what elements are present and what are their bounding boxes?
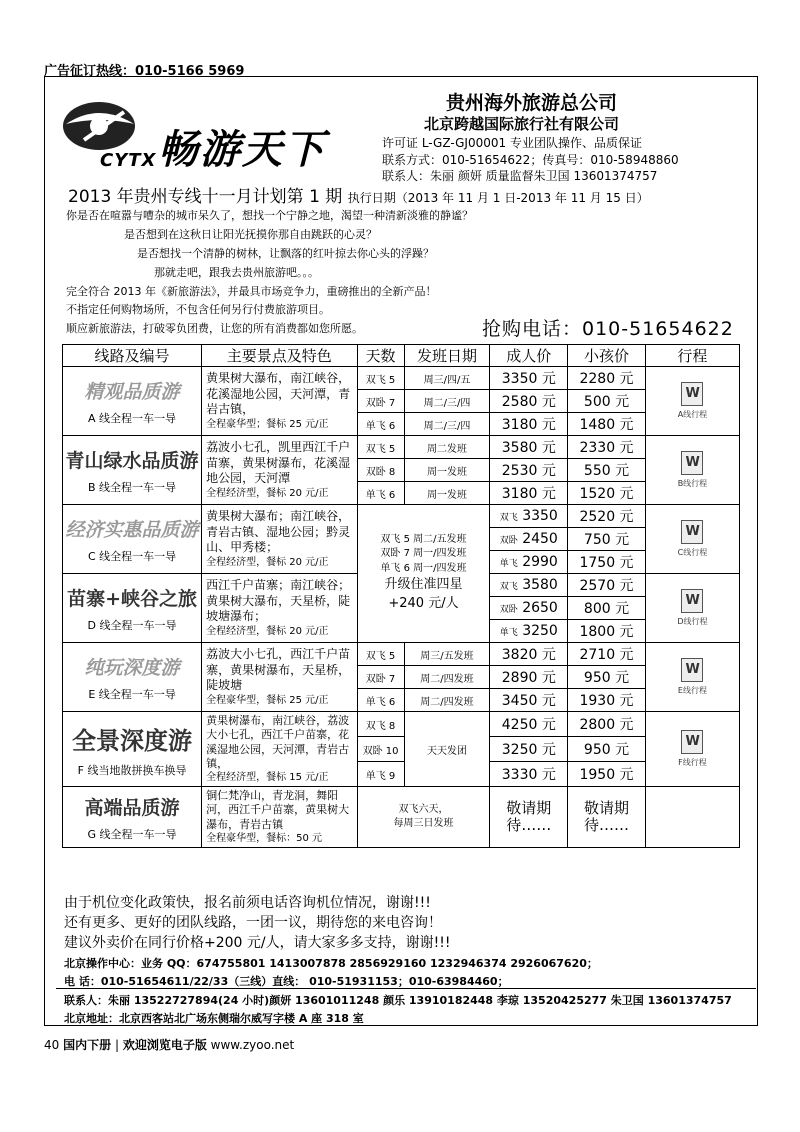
header-adult: 成人价 [490, 345, 568, 367]
exec-date: 执行日期（2013 年 11 月 1 日-2013 年 11 月 15 日） [347, 191, 649, 205]
route-a-spots-text: 黄果树大瀑布，南江峡谷，花溪湿地公园，天河潭，青岩古镇， [206, 371, 351, 417]
route-g-days-dep [357, 787, 490, 848]
route-e-name [63, 643, 202, 712]
route-e-sub: E 线全程一车一导 [88, 687, 176, 701]
header-dep: 发班日期 [404, 345, 490, 367]
route-g-spots-text: 铜仁梵净山，青龙洞，舞阳河，西江千户苗寨，黄果树大瀑布，青岩古镇 [206, 789, 350, 831]
route-b-dep-2: 周一发班 [404, 459, 490, 482]
route-b-name [63, 436, 202, 505]
route-b-child-2: 550 元 [568, 459, 646, 482]
route-b-sub: B 线全程一车一导 [88, 480, 177, 494]
route-b-dep-3: 周一发班 [404, 482, 490, 505]
header-spots: 主要景点及特色 [202, 345, 357, 367]
route-b-days-2: 双卧 8 [357, 459, 404, 482]
route-f-adult-3: 3330 元 [490, 762, 568, 787]
route-c-note: 全程经济型，餐标 20 元/正 [206, 556, 329, 568]
header-child: 小孩价 [568, 345, 646, 367]
route-e-dep-2: 周二/四发班 [404, 666, 490, 689]
table-row [63, 505, 740, 528]
plan-title-text: 2013 年贵州专线十一月计划第 1 期 [68, 187, 343, 207]
route-c-days-2: 双卧 [499, 536, 518, 546]
header-days: 天数 [357, 345, 404, 367]
route-g-spots [202, 787, 357, 848]
route-f-spots [202, 712, 357, 787]
route-f-days-1: 双飞 8 [357, 712, 404, 737]
route-c-adult-3-val: 2990 [522, 554, 558, 570]
route-d-child-1: 2570 元 [568, 574, 646, 597]
route-e-child-3: 1930 元 [568, 689, 646, 712]
route-f-spots-text: 黄果树瀑布，南江峡谷，荔波大小七孔，西江千户苗寨，花溪湿地公园，天河潭，青岩古镇， [206, 714, 350, 770]
route-e-spots [202, 643, 357, 712]
route-c-itin[interactable] [645, 505, 739, 574]
notice-1: 由于机位变化政策快，报名前须电话咨询机位情况，谢谢!!! [64, 895, 431, 911]
contact-phone: 电 话：010-51654611/22/33（三线）直线： 010-51931153；010-63984460； [64, 975, 509, 988]
intro-line-1: 你是否在喧嚣与嘈杂的城市呆久了，想找一个宁静之地，渴望一种清新淡雅的静谧？ [66, 209, 473, 222]
route-e-dep-1: 周三/五发班 [404, 643, 490, 666]
route-a-itin-label: A线行程 [677, 410, 708, 419]
route-f-sub: F 线当地散拼换车换导 [77, 763, 187, 777]
route-c-days-3: 单飞 [499, 559, 518, 569]
routes-table [62, 344, 740, 848]
cd-upgrade-price: +240 元/人 [388, 596, 459, 612]
route-d-days-1: 双飞 [499, 582, 518, 592]
route-e-title: 纯玩深度游 [84, 656, 180, 679]
route-e-child-1: 2710 元 [568, 643, 646, 666]
route-c-adult-1 [490, 505, 568, 528]
route-d-name [63, 574, 202, 643]
cd-dep-2: 双卧 7 周一/四发班 [380, 548, 467, 560]
route-d-adult-2-val: 2650 [522, 600, 558, 616]
route-f-dep: 天天发团 [404, 712, 490, 787]
cd-merged-dep [357, 505, 490, 643]
company-name-2: 北京跨越国际旅行社有限公司 [424, 115, 620, 133]
cd-upgrade: 升级住准四星 [384, 577, 463, 593]
route-c-child-1: 2520 元 [568, 505, 646, 528]
route-b-days-3: 单飞 6 [357, 482, 404, 505]
route-a-days-3: 单飞 6 [357, 413, 404, 436]
table-row [63, 712, 740, 737]
intro-line-5: 完全符合 2013 年《新旅游法》，并最具市场竞争力，重磅推出的全新产品！ [66, 285, 437, 298]
ad-hotline: 广告征订热线：010-5166 5969 [44, 64, 245, 79]
route-e-adult-1: 3820 元 [490, 643, 568, 666]
route-g-dep: 每周三日发班 [393, 818, 454, 830]
route-f-child-3: 1950 元 [568, 762, 646, 787]
header-route: 线路及编号 [63, 345, 202, 367]
route-f-note: 全程经济型，餐标 15 元/正 [206, 772, 329, 784]
route-g-days: 双飞六天， [398, 803, 449, 815]
route-d-adult-1-val: 3580 [522, 577, 558, 593]
route-f-adult-2: 3250 元 [490, 737, 568, 762]
route-a-adult-2: 2580 元 [490, 390, 568, 413]
route-f-child-1: 2800 元 [568, 712, 646, 737]
route-a-dep-2: 周二/三/四 [404, 390, 490, 413]
route-d-days-2: 双卧 [499, 605, 518, 615]
route-b-adult-2: 2530 元 [490, 459, 568, 482]
route-b-child-1: 2330 元 [568, 436, 646, 459]
route-e-adult-2: 2890 元 [490, 666, 568, 689]
route-g-itin [645, 787, 739, 848]
route-a-child-3: 1480 元 [568, 413, 646, 436]
intro-line-7: 顺应新旅游法，打破零负团费，让您的所有消费都如您所愿。 [66, 322, 363, 335]
logo-brand-cn: 畅游天下 [158, 126, 326, 173]
word-doc-icon [681, 730, 703, 754]
route-a-dep-1: 周三/四/五 [404, 367, 490, 390]
route-e-spots-text: 荔波大小七孔，西江千户苗寨，黄果树瀑布，天星桥，陡坡塘 [206, 647, 351, 693]
route-f-itin[interactable] [645, 712, 739, 787]
notice-3: 建议外卖价在同行价格+200 元/人，请大家多多支持，谢谢!!! [64, 935, 451, 951]
contact-line: 联系方式：010-51654622；传真号：010-58948860 [382, 153, 679, 167]
route-e-itin[interactable] [645, 643, 739, 712]
footer-section: 国内下册 [63, 1038, 112, 1052]
route-f-days-3: 单飞 9 [357, 762, 404, 787]
route-e-days-3: 单飞 6 [357, 689, 404, 712]
contact-people: 联系人：朱丽 13522727894(24 小时)颜妍 13601011248 颜乐 13910182448 李琼 13520425277 朱卫国 13601374757 [64, 994, 732, 1007]
route-f-adult-1: 4250 元 [490, 712, 568, 737]
intro-line-6: 不指定任何购物场所，不包含任何另行付费旅游项目。 [66, 303, 330, 316]
route-d-itin[interactable] [645, 574, 739, 643]
table-row [63, 643, 740, 666]
route-g-note: 全程豪华型，餐标：50 元 [206, 833, 322, 845]
divider [56, 988, 756, 989]
route-g-name [63, 787, 202, 848]
word-doc-icon [681, 658, 703, 682]
cd-dep-3: 单飞 6 周一/四发班 [380, 562, 467, 574]
route-f-days-2: 双卧 10 [357, 737, 404, 762]
route-f-itin-label: F线行程 [678, 758, 707, 768]
cd-dep-1: 双飞 5 周二/五发班 [380, 533, 467, 545]
route-d-spots [202, 574, 357, 643]
footer-slogan: 欢迎浏览电子版 [122, 1038, 207, 1052]
route-a-note: 全程豪华型；餐标 25 元/正 [206, 418, 329, 430]
route-g-title: 高端品质游 [84, 796, 180, 819]
route-e-itin-label: E线行程 [677, 686, 707, 695]
route-b-child-3: 1520 元 [568, 482, 646, 505]
route-a-child-1: 2280 元 [568, 367, 646, 390]
route-e-dep-3: 周二/四发班 [404, 689, 490, 712]
table-row [63, 787, 740, 848]
route-d-adult-3-val: 3250 [522, 623, 558, 639]
route-e-note: 全程豪华型，餐标 25 元/正 [206, 694, 329, 706]
route-d-note: 全程经济型，餐标 20 元/正 [206, 625, 329, 637]
header-itin: 行程 [645, 345, 739, 367]
route-d-child-3: 1800 元 [568, 620, 646, 643]
route-e-days-1: 双飞 5 [357, 643, 404, 666]
route-e-adult-3: 3450 元 [490, 689, 568, 712]
route-c-adult-2-val: 2450 [522, 531, 558, 547]
route-e-child-2: 950 元 [568, 666, 646, 689]
word-doc-icon [681, 589, 703, 613]
route-d-title: 苗寨+峡谷之旅 [67, 587, 197, 610]
plan-title [68, 182, 649, 207]
hot-phone: 抢购电话：010-51654622 [482, 318, 734, 340]
company-name-1: 贵州海外旅游总公司 [446, 92, 618, 114]
route-f-child-2: 950 元 [568, 737, 646, 762]
route-c-sub: C 线全程一车一导 [87, 549, 177, 563]
notice-2: 还有更多、更好的团队线路，一团一议，期待您的来电咨询！ [64, 915, 442, 931]
route-b-days-1: 双飞 5 [357, 436, 404, 459]
route-a-spots [202, 367, 357, 436]
route-b-adult-1: 3580 元 [490, 436, 568, 459]
route-d-itin-label: D线行程 [677, 617, 708, 626]
route-d-sub: D 线全程一车一导 [87, 618, 177, 632]
route-d-adult-1 [490, 574, 568, 597]
contact-qq: 北京操作中心：业务 QQ：674755801 1413007878 2856929160 1232946374 2926067620； [64, 957, 598, 970]
route-a-dep-3: 周二/三/四 [404, 413, 490, 436]
footer-divider: | [114, 1038, 119, 1052]
route-a-days-2: 双卧 7 [357, 390, 404, 413]
word-doc-icon [681, 451, 703, 475]
route-b-note: 全程经济型，餐标 20 元/正 [206, 487, 329, 499]
route-b-itin-label: B线行程 [677, 479, 708, 488]
route-f-title: 全景深度游 [72, 725, 193, 755]
route-b-spots-text: 荔波小七孔，凯里西江千户苗寨，黄果树瀑布，花溪湿地公园，天河潭 [206, 440, 351, 486]
route-f-name [63, 712, 202, 787]
route-a-days-1: 双飞 5 [357, 367, 404, 390]
route-d-adult-3 [490, 620, 568, 643]
intro-line-2: 是否想到在这秋日让阳光抚摸你那自由跳跃的心灵？ [124, 228, 377, 241]
footer-url[interactable]: www.zyoo.net [210, 1038, 295, 1052]
route-c-adult-3 [490, 551, 568, 574]
route-d-days-3: 单飞 [499, 628, 518, 638]
contact-address: 北京地址：北京西客站北广场东侧瑞尔威写字楼 A 座 318 室 [64, 1012, 364, 1025]
word-doc-icon [681, 520, 703, 544]
route-c-itin-label: C线行程 [677, 548, 708, 557]
people-line: 联系人：朱丽 颜妍 质量监督朱卫国 13601374757 [382, 169, 658, 183]
route-c-title: 经济实惠品质游 [65, 518, 199, 541]
route-b-adult-3: 3180 元 [490, 482, 568, 505]
table-header-row [63, 345, 740, 367]
route-a-child-2: 500 元 [568, 390, 646, 413]
route-d-adult-2 [490, 597, 568, 620]
route-a-itin[interactable] [645, 367, 739, 436]
route-b-spots [202, 436, 357, 505]
route-g-adult: 敬请期待…… [490, 787, 568, 848]
route-c-name [63, 505, 202, 574]
route-c-spots [202, 505, 357, 574]
page-footer [44, 1036, 294, 1053]
route-a-sub: A 线全程一车一导 [88, 411, 177, 425]
route-c-days-1: 双飞 [499, 513, 518, 523]
logo-brand-en: CYTX [100, 150, 157, 171]
page-number: 40 [44, 1038, 60, 1052]
intro-line-4: 那就走吧，跟我去贵州旅游吧。。。 [154, 266, 319, 279]
route-a-adult-3: 3180 元 [490, 413, 568, 436]
route-a-name [63, 367, 202, 436]
word-doc-icon [681, 382, 703, 406]
intro-line-3: 是否想找一个清静的树林，让飘落的红叶掠去你心头的浮躁？ [137, 247, 434, 260]
route-d-child-2: 800 元 [568, 597, 646, 620]
table-row [63, 367, 740, 390]
route-b-title: 青山绿水品质游 [65, 449, 199, 472]
license-line: 许可证 L-GZ-GJ00001 专业团队操作、品质保证 [382, 136, 642, 150]
route-b-dep-1: 周二发班 [404, 436, 490, 459]
route-a-title: 精观品质游 [84, 380, 180, 403]
route-g-child: 敬请期待…… [568, 787, 646, 848]
route-a-adult-1: 3350 元 [490, 367, 568, 390]
route-c-spots-text: 黄果树大瀑布；南江峡谷，青岩古镇、湿地公园；黔灵山、甲秀楼； [206, 509, 351, 555]
table-row [63, 436, 740, 459]
route-e-days-2: 双卧 7 [357, 666, 404, 689]
route-c-child-2: 750 元 [568, 528, 646, 551]
route-g-sub: G 线全程一车一导 [87, 827, 177, 841]
route-b-itin[interactable] [645, 436, 739, 505]
route-c-adult-2 [490, 528, 568, 551]
route-c-child-3: 1750 元 [568, 551, 646, 574]
route-d-spots-text: 西江千户苗寨；南江峡谷；黄果树大瀑布，天星桥，陡坡塘瀑布； [206, 578, 351, 624]
route-c-adult-1-val: 3350 [522, 508, 558, 524]
